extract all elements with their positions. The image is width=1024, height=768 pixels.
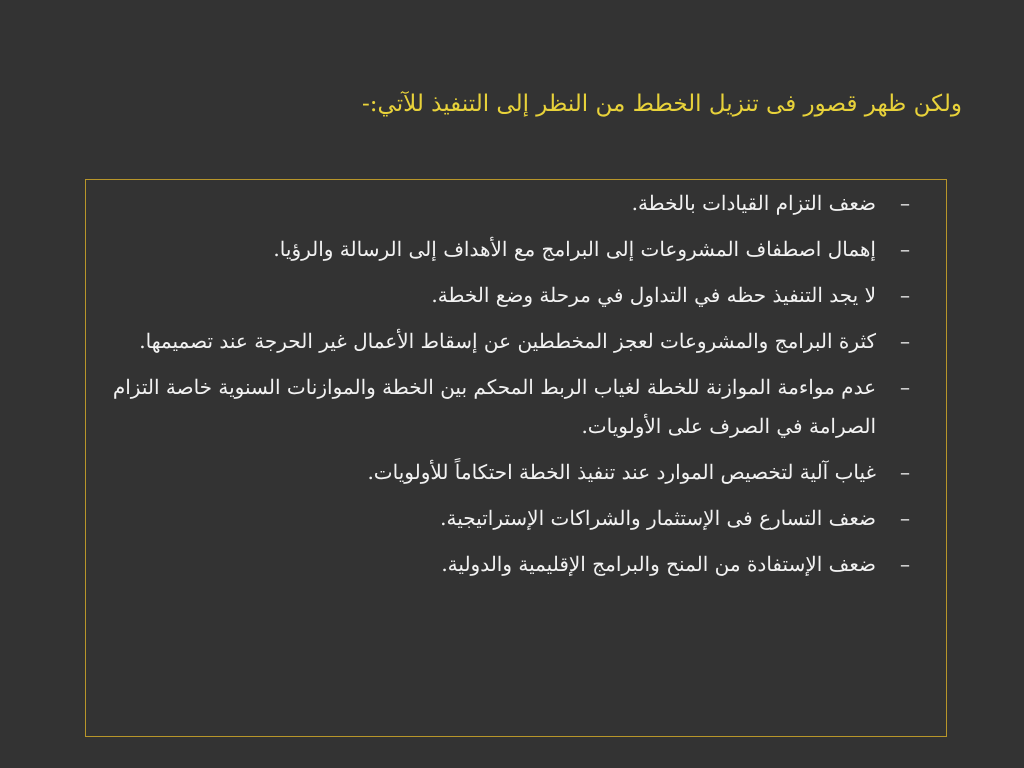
content-box	[85, 179, 947, 737]
slide-title: ولكن ظهر قصور فى تنزيل الخطط من النظر إلى التنفيذ للآتي:-	[362, 91, 962, 117]
list-item-text: لا يجد التنفيذ حظه في التداول في مرحلة وضع الخطة.	[431, 283, 876, 307]
list-item	[112, 276, 918, 315]
list-item-text: ضعف التزام القيادات بالخطة.	[631, 191, 876, 215]
list-item	[112, 453, 918, 492]
dash-bullet-icon: –	[900, 191, 910, 215]
dash-bullet-icon: –	[900, 237, 910, 261]
list-item	[112, 184, 918, 223]
bullet-list	[112, 184, 918, 591]
list-item-text: إهمال اصطفاف المشروعات إلى البرامج مع الأهداف إلى الرسالة والرؤيا.	[273, 237, 876, 261]
list-item-text: غياب آلية لتخصيص الموارد عند تنفيذ الخطة احتكاماً للأولويات.	[367, 460, 876, 484]
list-item-text: كثرة البرامج والمشروعات لعجز المخططين عن إسقاط الأعمال غير الحرجة عند تصميمها.	[139, 329, 876, 353]
dash-bullet-icon: –	[900, 506, 910, 530]
list-item	[112, 545, 918, 584]
dash-bullet-icon: –	[900, 552, 910, 576]
list-item	[112, 368, 918, 446]
dash-bullet-icon: –	[900, 283, 910, 307]
list-item-text: ضعف التسارع فى الإستثمار والشراكات الإستراتيجية.	[440, 506, 876, 530]
dash-bullet-icon: –	[900, 329, 910, 353]
list-item-text: عدم مواءمة الموازنة للخطة لغياب الربط المحكم بين الخطة والموازنات السنوية خاصة التزام الصرامة في الصرف على الأولويات.	[112, 375, 876, 438]
list-item	[112, 230, 918, 269]
list-item	[112, 499, 918, 538]
dash-bullet-icon: –	[900, 460, 910, 484]
dash-bullet-icon: –	[900, 375, 910, 399]
list-item-text: ضعف الإستفادة من المنح والبرامج الإقليمية والدولية.	[441, 552, 876, 576]
list-item	[112, 322, 918, 361]
